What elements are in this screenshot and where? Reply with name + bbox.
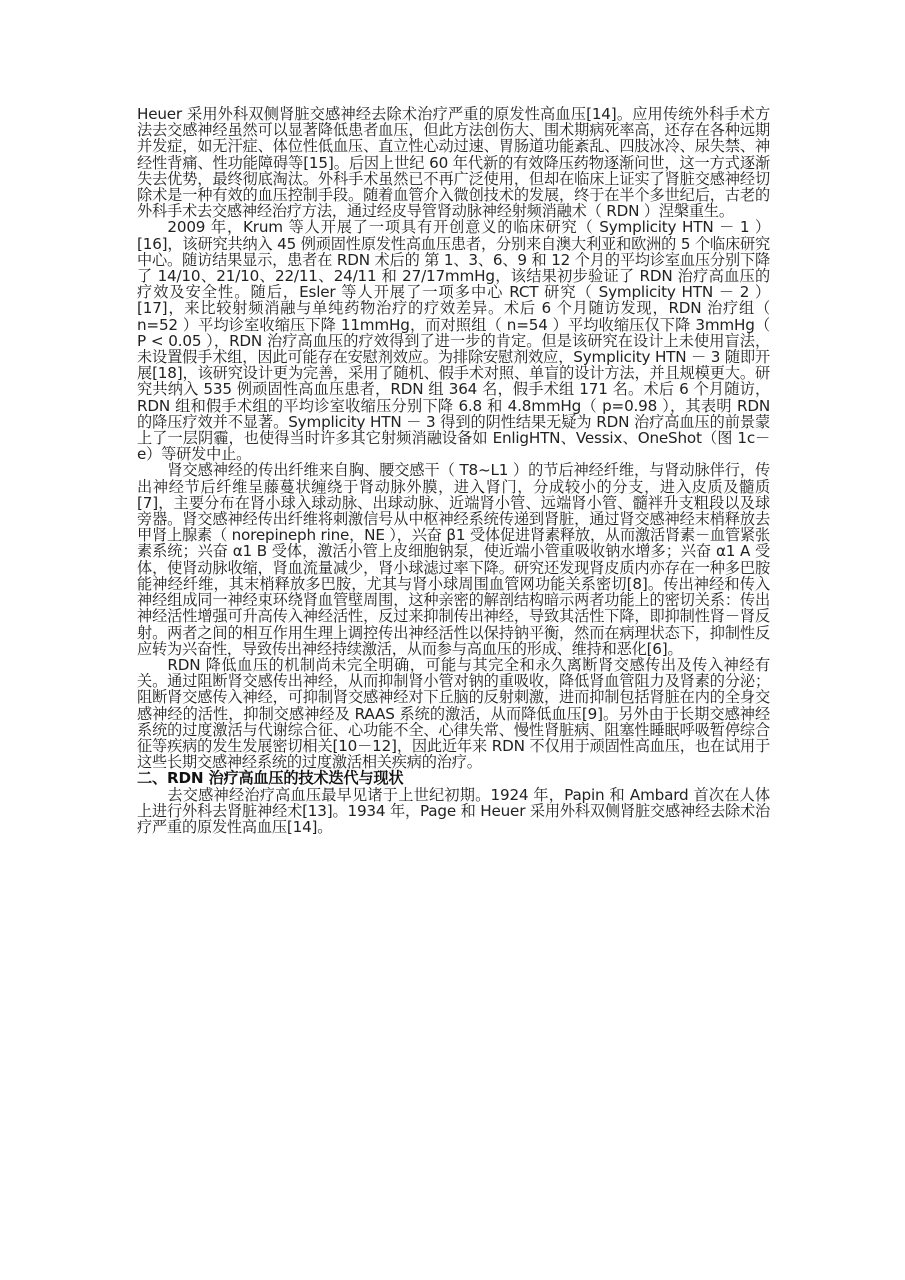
paragraph-symplicity-trials: 2009 年，Krum 等人开展了一项具有开创意义的临床研究（ Symplicity HTN － 1 ）[16]，该研究共纳入 45 例顽固性原发性高血压患者，分别来自澳大利亚和欧洲的 5 个临床研究中心。随访结果显示，患者在 RDN 术后的 第 1、3、6、9 和 12 个月的平均诊室血压分别下降了 14/10、21/10、22/11、24/11 和 27/17mmHg，该结果初步验证了 RDN 治疗高血压的疗效及安全性。随后，Esler 等人开展了一项多中心 RCT 研究（ Symplicity HTN － 2 ）[17]，来比较射频消融与单纯药物治疗的疗效差异。术后 6 个月随访发现，RDN 治疗组（ n=52 ）平均诊室收缩压下降 11mmHg，而对照组（ n=54 ）平均收缩压仅下降 3mmHg（ P < 0.05 ），RDN 治疗高血压的疗效得到了进一步的肯定。但是该研究在设计上未使用盲法，未设置假手术组，因此可能存在安慰剂效应。为排除安慰剂效应，Symplicity HTN － 3 随即开展[18]，该研究设计更为完善，采用了随机、假手术对照、单盲的设计方法，并且规模更大。研究共纳入 535 例顽固性高血压患者，RDN 组 364 名，假手术组 171 名。术后 6 个月随访，RDN 组和假手术组的平均诊室收缩压分别下降 6.8 和 4.8mmHg（ p=0.98 ），其表明 RDN 的降压疗效并不显著。Symplicity HTN － 3 得到的阴性结果无疑为 RDN 治疗高血压的前景蒙上了一层阴霾，也使得当时许多其它射频消融设备如 EnligHTN、Vessix、OneShot（图 1c－e）等研发中止。 (137, 218, 770, 464)
paragraph-renal-sympathetic-anatomy: 肾交感神经的传出纤维来自胸、腰交感干（ T8~L1 ）的节后神经纤维，与肾动脉伴行，传出神经节后纤维呈藤蔓状缠绕于肾动脉外膜，进入肾门，分成较小的分支，进入皮质及髓质[7]，主要分布在肾小球入球动脉、出球动脉、近端肾小管、远端肾小管、髓袢升支粗段以及球旁器。肾交感神经传出纤维将刺激信号从中枢神经系统传递到肾脏，通过肾交感神经末梢释放去甲肾上腺素（ norepineph rine，NE ），兴奋 β1 受体促进肾素释放，从而激活肾素－血管紧张素系统；兴奋 α1 B 受体，激活小管上皮细胞钠泵，使近端小管重吸收钠水增多；兴奋 α1 A 受体，使肾动脉收缩，肾血流量减少，肾小球滤过率下降。研究还发现肾皮质内亦存在一种多巴胺能神经纤维，其末梢释放多巴胺，尤其与肾小球周围血管网功能关系密切[8]。传出神经和传入神经组成同一神经束环绕肾血管壁周围，这种亲密的解剖结构暗示两者功能上的密切关系：传出神经活性增强可升高传入神经活性，反过来抑制传出神经，导致其活性下降，即抑制性肾－肾反射。两者之间的相互作用生理上调控传出神经活性以保持钠平衡，然而在病理状态下，抑制性反应转为兴奋性，导致传出神经持续激活，从而参与高血压的形成、维持和恶化[6]。 (137, 461, 770, 658)
paragraph-surgical-history: Heuer 采用外科双侧肾脏交感神经去除术治疗严重的原发性高血压[14]。应用传统外科手术方法去交感神经虽然可以显著降低患者血压，但此方法创伤大、围术期病死率高，还存在各种远期并发症，如无汗症、体位性低血压、直立性心动过速、胃肠道功能紊乱、四肢冰冷、尿失禁、神经性背痛、性功能障碍等[15]。后因上世纪 60 年代新的有效降压药物逐渐问世，这一方式逐渐失去优势，最终彻底淘汰。外科手术虽然已不再广泛使用，但却在临床上证实了肾脏交感神经切除术是一种有效的血压控制手段。随着血管介入微创技术的发展，终于在半个多世纪后，古老的外科手术去交感神经治疗方法，通过经皮导管肾动脉神经射频消融术（ RDN ）涅槃重生。 (137, 105, 770, 221)
section-heading: 二、RDN 治疗高血压的技术迭代与现状 (137, 769, 404, 788)
document-page (137, 106, 770, 835)
paragraph-rdn-mechanism: RDN 降低血压的机制尚未完全明确，可能与其完全和永久离断肾交感传出及传入神经有关。通过阻断肾交感传出神经，从而抑制肾小管对钠的重吸收，降低肾血管阻力及肾素的分泌；阻断肾交感传入神经，可抑制肾交感神经对下丘脑的反射刺激，进而抑制包括肾脏在内的全身交感神经的活性，抑制交感神经及 RAAS 系统的激活，从而降低血压[9]。另外由于长期交感神经系统的过度激活与代谢综合征、心功能不全、心律失常、慢性肾脏病、阻塞性睡眠呼吸暂停综合征等疾病的发生发展密切相关[10－12]，因此近年来 RDN 不仅用于顽固性高血压，也在试用于这些长期交感神经系统的过度激活相关疾病的治疗。 (137, 655, 770, 772)
paragraph-early-denervation: 去交感神经治疗高血压最早见诸于上世纪初期。1924 年，Papin 和 Ambard 首次在人体上进行外科去肾脏神经术[13]。1934 年，Page 和 Heuer 采用外科双侧肾脏交感神经去除术治疗严重的原发性高血压[14]。 (137, 785, 770, 836)
